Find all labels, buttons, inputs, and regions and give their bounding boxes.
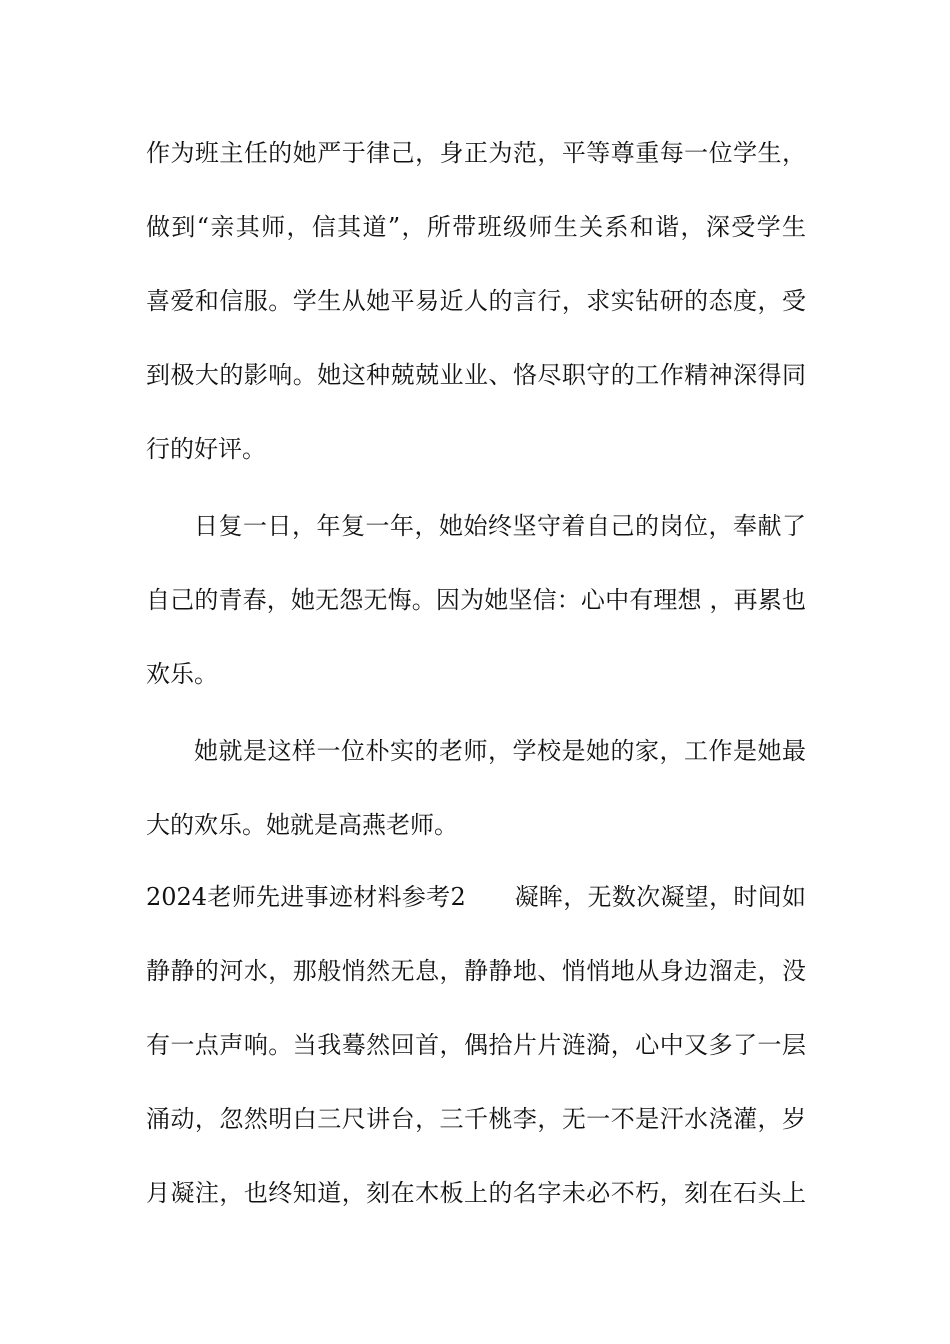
paragraph-4-line-4: 涌动，忽然明白三尺讲台，三千桃李，无一不是汗水浇灌，岁 [146, 1105, 806, 1133]
paragraph-2-line-3: 欢乐。 [146, 660, 218, 688]
paragraph-1-line-3: 喜爱和信服。学生从她平易近人的言行，求实钻研的态度，受 [146, 287, 806, 315]
paragraph-4-line-2: 静静的河水，那般悄然无息，静静地、悄悄地从身边溜走，没 [146, 957, 806, 985]
paragraph-4-line-1: 2024老师先进事迹材料参考2 凝眸，无数次凝望，时间如 [146, 883, 806, 911]
paragraph-4-line-5: 月凝注，也终知道，刻在木板上的名字未必不朽，刻在石头上 [146, 1179, 806, 1207]
paragraph-1-line-4: 到极大的影响。她这种兢兢业业、恪尽职守的工作精神深得同 [146, 361, 806, 389]
paragraph-4-line-3: 有一点声响。当我蓦然回首，偶拾片片涟漪，心中又多了一层 [146, 1031, 806, 1059]
paragraph-2-line-1: 日复一日，年复一年，她始终坚守着自己的岗位，奉献了 [194, 512, 806, 540]
paragraph-3-line-2: 大的欢乐。她就是高燕老师。 [146, 811, 458, 839]
paragraph-1-line-5: 行的好评。 [146, 435, 266, 463]
paragraph-1-line-1: 作为班主任的她严于律己，身正为范，平等尊重每一位学生， [146, 139, 806, 167]
paragraph-1-line-2: 做到“亲其师，信其道”，所带班级师生关系和谐，深受学生 [146, 213, 806, 241]
paragraph-3-line-1: 她就是这样一位朴实的老师，学校是她的家，工作是她最 [194, 737, 806, 765]
paragraph-2-line-2: 自己的青春，她无怨无悔。因为她坚信：心中有理想 ，再累也 [146, 586, 806, 614]
